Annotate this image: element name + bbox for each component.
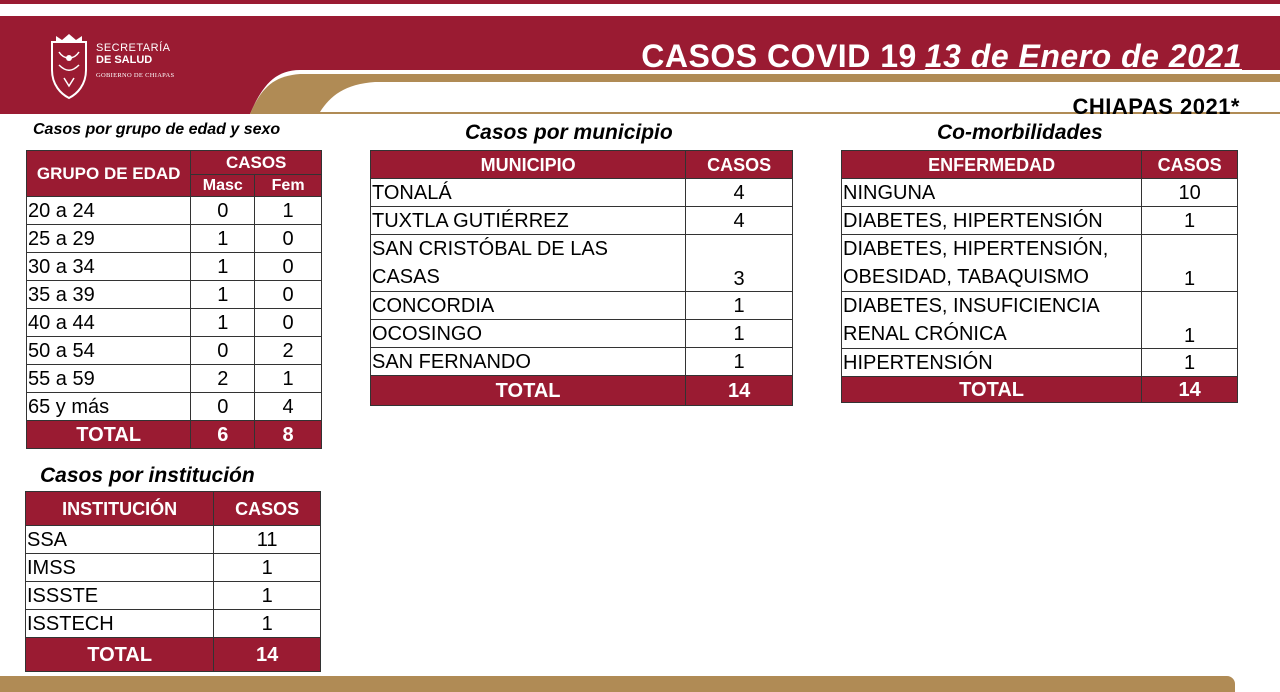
age-group-cell: 30 a 34: [27, 253, 191, 281]
municipio-cell: [371, 235, 686, 292]
masc-cell: 0: [191, 197, 255, 225]
fem-cell: 0: [255, 281, 322, 309]
masc-header: Masc: [191, 175, 255, 197]
table-row: [26, 582, 321, 610]
cases-cell: 4: [686, 179, 793, 207]
table-row: [27, 197, 322, 225]
cases-cell: 1: [686, 348, 793, 376]
disease-cell-line1: DIABETES, INSUFICIENCIA: [843, 295, 1100, 317]
table-row: [26, 610, 321, 638]
total-row: [26, 638, 321, 672]
cases-header: CASOS: [191, 151, 322, 175]
footer-band: [0, 676, 1235, 692]
masc-cell: 0: [191, 393, 255, 421]
fem-cell: 4: [255, 393, 322, 421]
disease-cell-line2: RENAL CRÓNICA: [843, 323, 1007, 345]
age-table-title: Casos por grupo de edad y sexo: [33, 121, 281, 138]
table-row: [842, 235, 1238, 292]
table-row: [27, 281, 322, 309]
page-title-date: 13 de Enero de 2021: [924, 38, 1242, 74]
disease-cell: DIABETES, HIPERTENSIÓN: [842, 207, 1142, 235]
age-group-cell: 20 a 24: [27, 197, 191, 225]
disease-cell: HIPERTENSIÓN: [842, 349, 1142, 377]
table-row: [27, 393, 322, 421]
total-label: TOTAL: [26, 638, 214, 672]
institution-table: [25, 491, 321, 672]
total-label: TOTAL: [371, 376, 686, 406]
page-title: [641, 38, 1242, 75]
disease-cell-line1: DIABETES, HIPERTENSIÓN,: [843, 238, 1109, 260]
institution-cell: SSA: [26, 526, 214, 554]
age-group-cell: 35 a 39: [27, 281, 191, 309]
logo-text-gobierno: GOBIERNO DE CHIAPAS: [96, 72, 175, 79]
municipio-table: [370, 150, 793, 406]
cases-cell: 1: [214, 554, 321, 582]
table-row: [371, 179, 793, 207]
disease-cell: NINGUNA: [842, 179, 1142, 207]
cases-cell: 1: [1142, 235, 1238, 292]
table-row: [371, 235, 793, 292]
institution-table-title: Casos por institución: [40, 464, 255, 487]
top-accent-line: [0, 0, 1280, 4]
cases-cell: 1: [686, 292, 793, 320]
table-row: [371, 320, 793, 348]
fem-cell: 2: [255, 337, 322, 365]
masc-cell: 1: [191, 225, 255, 253]
total-row: [842, 377, 1238, 403]
cases-cell: 1: [1142, 207, 1238, 235]
municipio-cell: OCOSINGO: [371, 320, 686, 348]
page-title-text: CASOS COVID 19: [641, 38, 917, 74]
total-value: 14: [214, 638, 321, 672]
municipio-cell-line1: SAN CRISTÓBAL DE LAS: [372, 238, 608, 260]
age-group-header: GRUPO DE EDAD: [27, 151, 191, 197]
table-row: [371, 292, 793, 320]
cases-cell: 1: [214, 610, 321, 638]
table-row: [27, 225, 322, 253]
table-row: [371, 348, 793, 376]
total-fem: 8: [255, 421, 322, 449]
municipio-header: MUNICIPIO: [371, 151, 686, 179]
fem-cell: 0: [255, 309, 322, 337]
fem-cell: 0: [255, 225, 322, 253]
total-masc: 6: [191, 421, 255, 449]
municipio-cell-line2: CASAS: [372, 266, 440, 288]
cases-cell: 4: [686, 207, 793, 235]
municipio-table-title: Casos por municipio: [465, 121, 673, 144]
cases-cell: 1: [1142, 292, 1238, 349]
municipio-cell: CONCORDIA: [371, 292, 686, 320]
table-row: [27, 253, 322, 281]
institution-header: INSTITUCIÓN: [26, 492, 214, 526]
masc-cell: 0: [191, 337, 255, 365]
cases-cell: 3: [686, 235, 793, 292]
page-subtitle: CHIAPAS 2021*: [1072, 94, 1240, 119]
header-banner: [0, 16, 1280, 119]
cases-cell: 1: [686, 320, 793, 348]
table-row: [27, 309, 322, 337]
fem-header: Fem: [255, 175, 322, 197]
table-row: [26, 526, 321, 554]
cases-cell: 1: [214, 582, 321, 610]
municipio-cell: SAN FERNANDO: [371, 348, 686, 376]
municipio-cell: TONALÁ: [371, 179, 686, 207]
fem-cell: 1: [255, 365, 322, 393]
secretaria-salud-logo: [40, 30, 200, 104]
cases-cell: 1: [1142, 349, 1238, 377]
table-row: [26, 554, 321, 582]
comorbidities-table: [841, 150, 1238, 403]
masc-cell: 2: [191, 365, 255, 393]
total-label: TOTAL: [842, 377, 1142, 403]
cases-header: CASOS: [214, 492, 321, 526]
total-row: [27, 421, 322, 449]
logo-text-secretaria: SECRETARÍA: [96, 42, 171, 54]
institution-cell: ISSSTE: [26, 582, 214, 610]
age-group-cell: 25 a 29: [27, 225, 191, 253]
fem-cell: 1: [255, 197, 322, 225]
table-row: [842, 179, 1238, 207]
cases-cell: 11: [214, 526, 321, 554]
institution-cell: ISSTECH: [26, 610, 214, 638]
total-value: 14: [686, 376, 793, 406]
municipio-cell: TUXTLA GUTIÉRREZ: [371, 207, 686, 235]
age-sex-table: [26, 150, 322, 449]
table-row: [842, 207, 1238, 235]
logo-text-de-salud: DE SALUD: [96, 54, 153, 66]
table-row: [842, 349, 1238, 377]
table-row: [27, 365, 322, 393]
total-row: [371, 376, 793, 406]
fem-cell: 0: [255, 253, 322, 281]
table-row: [27, 337, 322, 365]
total-value: 14: [1142, 377, 1238, 403]
disease-header: ENFERMEDAD: [842, 151, 1142, 179]
age-group-cell: 65 y más: [27, 393, 191, 421]
cases-header: CASOS: [1142, 151, 1238, 179]
age-group-cell: 50 a 54: [27, 337, 191, 365]
masc-cell: 1: [191, 281, 255, 309]
cases-header: CASOS: [686, 151, 793, 179]
cases-cell: 10: [1142, 179, 1238, 207]
disease-cell: [842, 235, 1142, 292]
disease-cell: [842, 292, 1142, 349]
total-label: TOTAL: [27, 421, 191, 449]
chiapas-crest-icon: [44, 30, 94, 100]
age-group-cell: 40 a 44: [27, 309, 191, 337]
table-row: [842, 292, 1238, 349]
masc-cell: 1: [191, 309, 255, 337]
table-row: [371, 207, 793, 235]
age-group-cell: 55 a 59: [27, 365, 191, 393]
masc-cell: 1: [191, 253, 255, 281]
comorb-table-title: Co-morbilidades: [937, 121, 1103, 144]
disease-cell-line2: OBESIDAD, TABAQUISMO: [843, 266, 1089, 288]
institution-cell: IMSS: [26, 554, 214, 582]
